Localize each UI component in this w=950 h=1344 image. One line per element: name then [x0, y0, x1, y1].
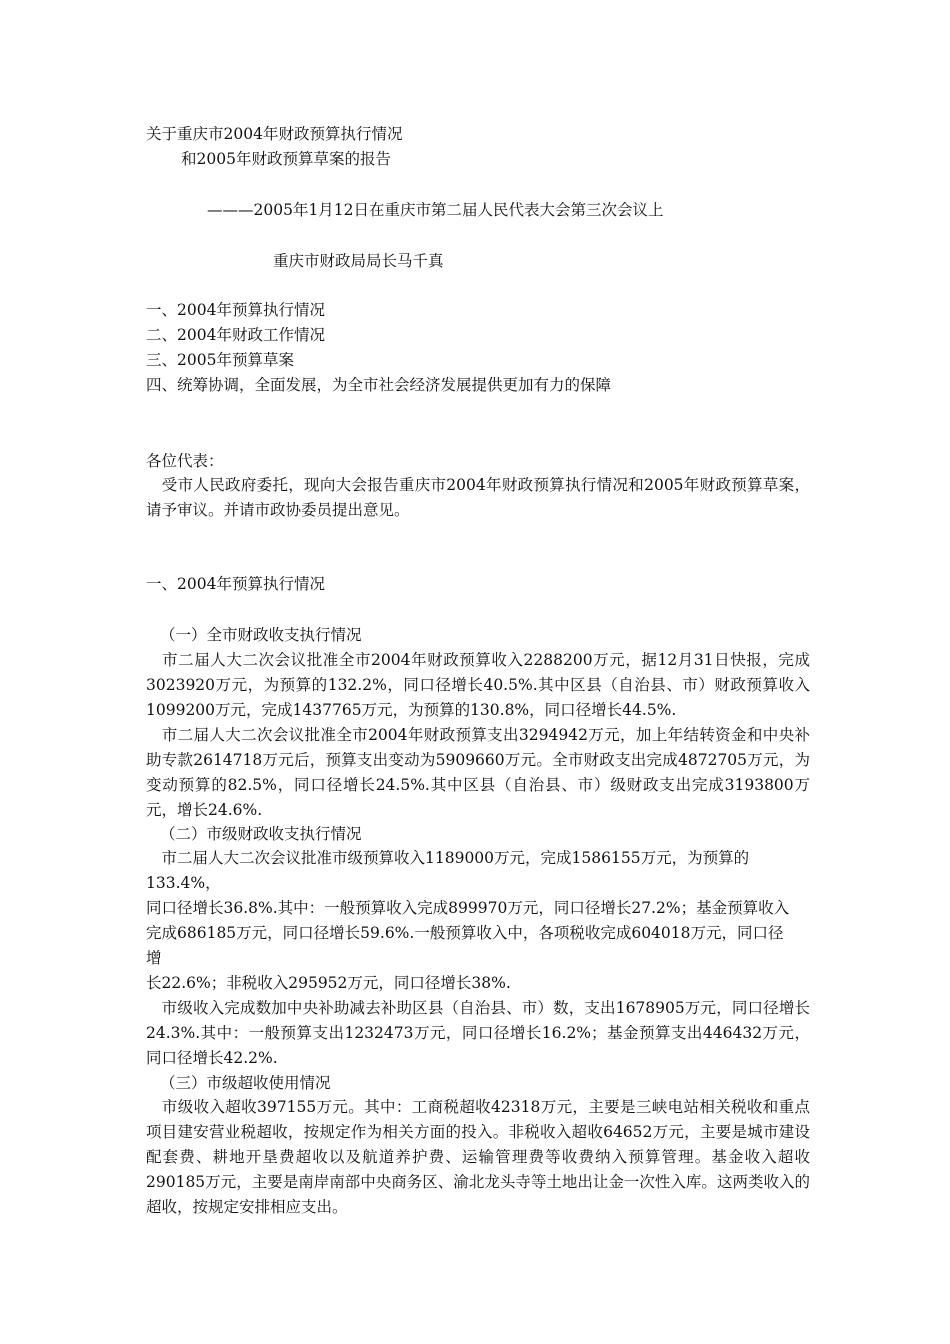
title-line-1: 关于重庆市2004年财政预算执行情况	[146, 125, 403, 143]
section-heading: 一、2004年预算执行情况	[146, 575, 325, 593]
subsection-heading: （二）市级财政收支执行情况	[160, 825, 362, 843]
paragraph: 市级收入完成数加中央补助减去补助区县（自治县、市）数，支出1678905万元，同口径增长24.3%.其中：一般预算支出1232473万元，同口径增长16.2%；基金预算支出446432万元，同口径增长42.2%.	[146, 999, 810, 1067]
subtitle: ———2005年1月12日在重庆市第二届人民代表大会第三次会议上	[207, 201, 664, 219]
subsection-heading: （三）市级超收使用情况	[160, 1074, 331, 1092]
author: 重庆市财政局局长马千真	[273, 252, 444, 270]
greeting: 各位代表：	[146, 452, 224, 470]
paragraph: 市级收入超收397155万元。其中：工商税超收42318万元，主要是三峡电站相关税收和重点项目建安营业税超收，按规定作为相关方面的投入。非税收入超收64652万元，主要是城市建设配套费、耕地开垦费超收以及航道养护费、运输管理费等收费纳入预算管理。基金收入超收290185万元，主要是南岸南部中央商务区、渝北龙头寺等土地出让金一次性入库。这两类收入的超收，按规定安排相应支出。	[146, 1098, 810, 1216]
paragraph-line: 长22.6%；非税收入295952万元，同口径增长38%.	[146, 974, 511, 992]
paragraph-line: 增	[146, 949, 162, 967]
subsection-heading: （一）全市财政收支执行情况	[160, 626, 362, 644]
toc-item: 三、2005年预算草案	[146, 351, 294, 369]
toc-item: 四、统筹协调，全面发展，为全市社会经济发展提供更加有力的保障	[146, 376, 612, 394]
paragraph-line: 同口径增长36.8%.其中：一般预算收入完成899970万元，同口径增长27.2%；基金预算收入	[146, 899, 790, 917]
intro-paragraph: 受市人民政府委托，现向大会报告重庆市2004年财政预算执行情况和2005年财政预算草案，请予审议。并请市政协委员提出意见。	[146, 476, 810, 519]
paragraph-line: 133.4%，	[146, 874, 221, 892]
paragraph-line: 完成686185万元，同口径增长59.6%.一般预算收入中，各项税收完成604018万元，同口径	[146, 924, 784, 942]
title-line-2: 和2005年财政预算草案的报告	[181, 150, 391, 168]
paragraph: 市二届人大二次会议批准全市2004年财政预算收入2288200万元，据12月31日快报，完成3023920万元，为预算的132.2%，同口径增长40.5%.其中区县（自治县、市）财政预算收入1099200万元，完成1437765万元，为预算的130.8%，同口径增长44.5%.	[146, 651, 810, 719]
toc-item: 二、2004年财政工作情况	[146, 326, 325, 344]
paragraph-line: 市二届人大二次会议批准市级预算收入1189000万元，完成1586155万元，为预算的	[146, 849, 750, 867]
paragraph: 市二届人大二次会议批准全市2004年财政预算支出3294942万元，加上年结转资金和中央补助专款2614718万元后，预算支出变动为5909660万元。全市财政支出完成4872705万元，为变动预算的82.5%，同口径增长24.5%.其中区县（自治县、市）级财政支出完成3193800万元，增长24.6%.	[146, 726, 810, 819]
toc-item: 一、2004年预算执行情况	[146, 301, 325, 319]
